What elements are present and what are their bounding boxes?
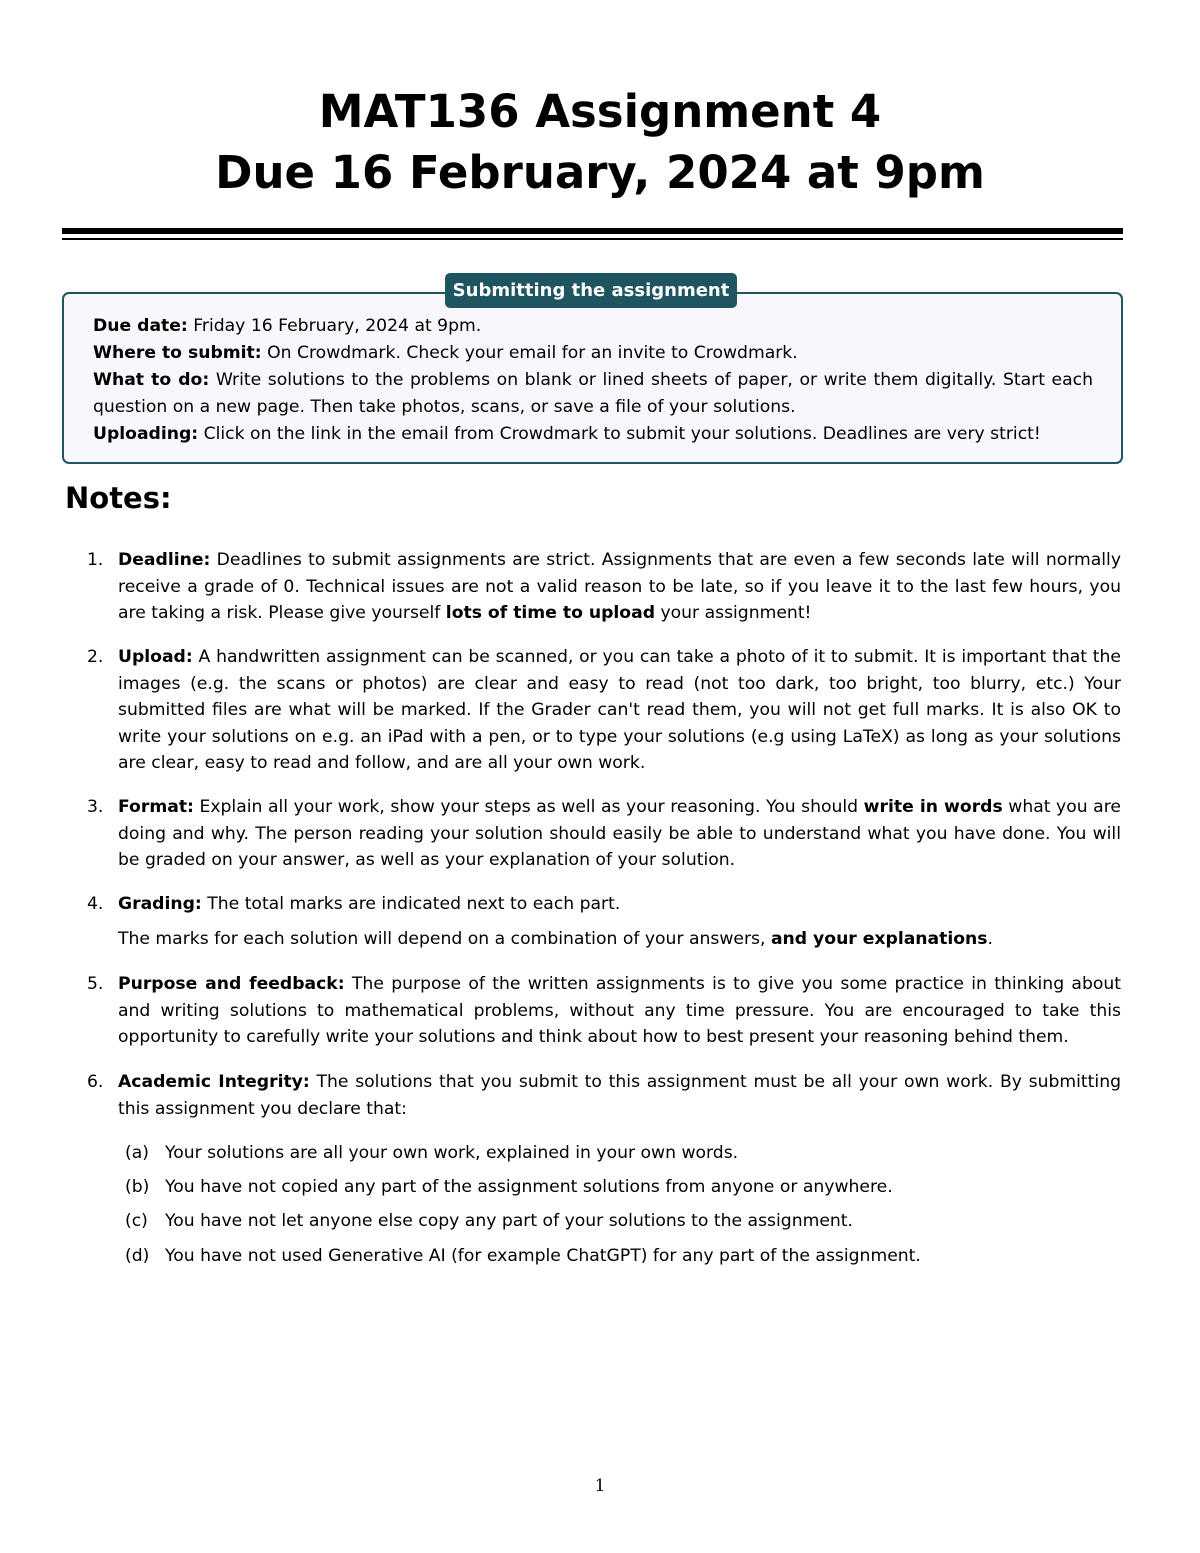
note-emphasis: and your explanations	[770, 928, 988, 949]
declaration-label: (a)	[125, 1143, 149, 1163]
due-date-label: Due date:	[93, 316, 188, 336]
uploading-line	[93, 421, 1093, 448]
page-number: 1	[594, 1476, 606, 1496]
title-rule-thin	[62, 238, 1123, 240]
note-emphasis: write in words	[863, 797, 1003, 817]
note-paragraph	[118, 891, 1121, 918]
note-text: what you are doing and why. The person reading your solution should easily be able to understand what you have done. You will be graded on your answer, as well as your explanation of your solution.	[118, 797, 1121, 870]
note-paragraph	[118, 971, 1121, 1051]
note-label: Grading:	[118, 894, 202, 914]
note-paragraph	[118, 926, 1121, 953]
uploading-text: Click on the link in the email from Crowdmark to submit your solutions. Deadlines are very strict!	[198, 424, 1041, 444]
declaration-item	[125, 1140, 1125, 1167]
due-date-line	[93, 313, 1093, 340]
submission-box-heading: Submitting the assignment	[445, 273, 737, 308]
note-number: 2.	[87, 647, 104, 667]
note-text: ) as long as your solutions are clear, easy to read and follow, and are all your own work.	[118, 726, 1121, 773]
declaration-label: (b)	[125, 1177, 150, 1197]
note-item-grading	[87, 891, 1121, 952]
note-item-format	[87, 794, 1121, 874]
note-number: 5.	[87, 974, 104, 994]
title-rule-thick	[62, 228, 1123, 234]
note-paragraph	[118, 794, 1121, 874]
what-to-do-text: Write solutions to the problems on blank or lined sheets of paper, or write them digitally. Start each question on a new page. Then take photos, scans, or save a file of your solutions.	[93, 370, 1093, 417]
declaration-text: You have not used Generative AI (for example ChatGPT) for any part of the assignment.	[165, 1246, 921, 1266]
due-date-text: Friday 16 February, 2024 at 9pm.	[187, 316, 482, 336]
declaration-text: You have not copied any part of the assignment solutions from anyone or anywhere.	[165, 1177, 893, 1197]
note-text: The marks for each solution will depend on a combination of your answers,	[118, 928, 771, 949]
document-due-line: Due 16 February, 2024 at 9pm	[215, 146, 985, 199]
declaration-item	[125, 1208, 1125, 1235]
note-text: Deadlines to submit assignments are strict. Assignments that are even a few seconds late will normally receive a grade of 0. Technical issues are not a valid reason to be late, so if you leave it to the last few hours, you are taking a risk. Please give yourself	[118, 550, 1121, 623]
document-title: MAT136 Assignment 4	[318, 85, 882, 138]
note-text: The solutions that you submit to this assignment must be all your own work. By submitting this assignment you declare that:	[118, 1072, 1121, 1119]
note-paragraph	[118, 1069, 1121, 1122]
note-text: .	[987, 928, 993, 949]
note-text: your assignment!	[655, 603, 812, 623]
note-item-purpose	[87, 971, 1122, 1051]
declaration-item	[125, 1243, 1125, 1270]
where-to-submit-label: Where to submit:	[93, 343, 262, 363]
note-text: The purpose of the written assignments is to give you some practice in thinking about and writing solutions to mathematical problems, without any time pressure. You are encouraged to take this opportunity to carefully write your solutions and think about how to best present your reasoning behind them.	[118, 974, 1122, 1047]
what-to-do-label: What to do:	[93, 370, 210, 390]
note-item-upload	[87, 644, 1121, 777]
note-paragraph	[118, 644, 1121, 777]
what-to-do-line	[93, 367, 1093, 421]
note-number: 6.	[87, 1072, 104, 1092]
note-label: Upload:	[118, 647, 193, 667]
latex-logo: LaTeX	[842, 726, 893, 747]
where-to-submit-text: On Crowdmark. Check your email for an invite to Crowdmark.	[261, 343, 798, 363]
where-to-submit-line	[93, 340, 1093, 367]
note-number: 3.	[87, 797, 104, 817]
note-text: A handwritten assignment can be scanned, or you can take a photo of it to submit. It is important that the images (e.g. the scans or photos) are clear and easy to read (not too dark, too bright, too blurry, etc.) Your submitted files are what will be marked. If the Grader can't read them, you will not get full marks. It is also OK to write your solutions on e.g. an iPad with a pen, or to type your solutions (e.g using	[118, 647, 1121, 747]
note-number: 1.	[87, 550, 104, 570]
declaration-item	[125, 1174, 1125, 1201]
note-emphasis: lots of time to upload	[445, 603, 656, 623]
note-label: Format:	[118, 797, 194, 817]
declaration-text: You have not let anyone else copy any part of your solutions to the assignment.	[165, 1211, 853, 1231]
note-text: Explain all your work, show your steps as well as your reasoning. You should	[193, 797, 864, 817]
uploading-label: Uploading:	[93, 424, 199, 444]
note-paragraph	[118, 547, 1121, 627]
declaration-text: Your solutions are all your own work, explained in your own words.	[165, 1143, 739, 1163]
note-label: Academic Integrity:	[118, 1072, 310, 1092]
note-item-deadline	[87, 547, 1121, 627]
note-text: The total marks are indicated next to each part.	[201, 894, 621, 914]
note-label: Purpose and feedback:	[118, 974, 345, 994]
declaration-label: (d)	[125, 1246, 150, 1266]
note-number: 4.	[87, 894, 104, 914]
submission-box-body	[93, 313, 1093, 448]
declaration-label: (c)	[125, 1211, 148, 1231]
note-label: Deadline:	[118, 550, 211, 570]
notes-heading: Notes:	[65, 481, 172, 515]
note-item-integrity	[87, 1069, 1121, 1122]
